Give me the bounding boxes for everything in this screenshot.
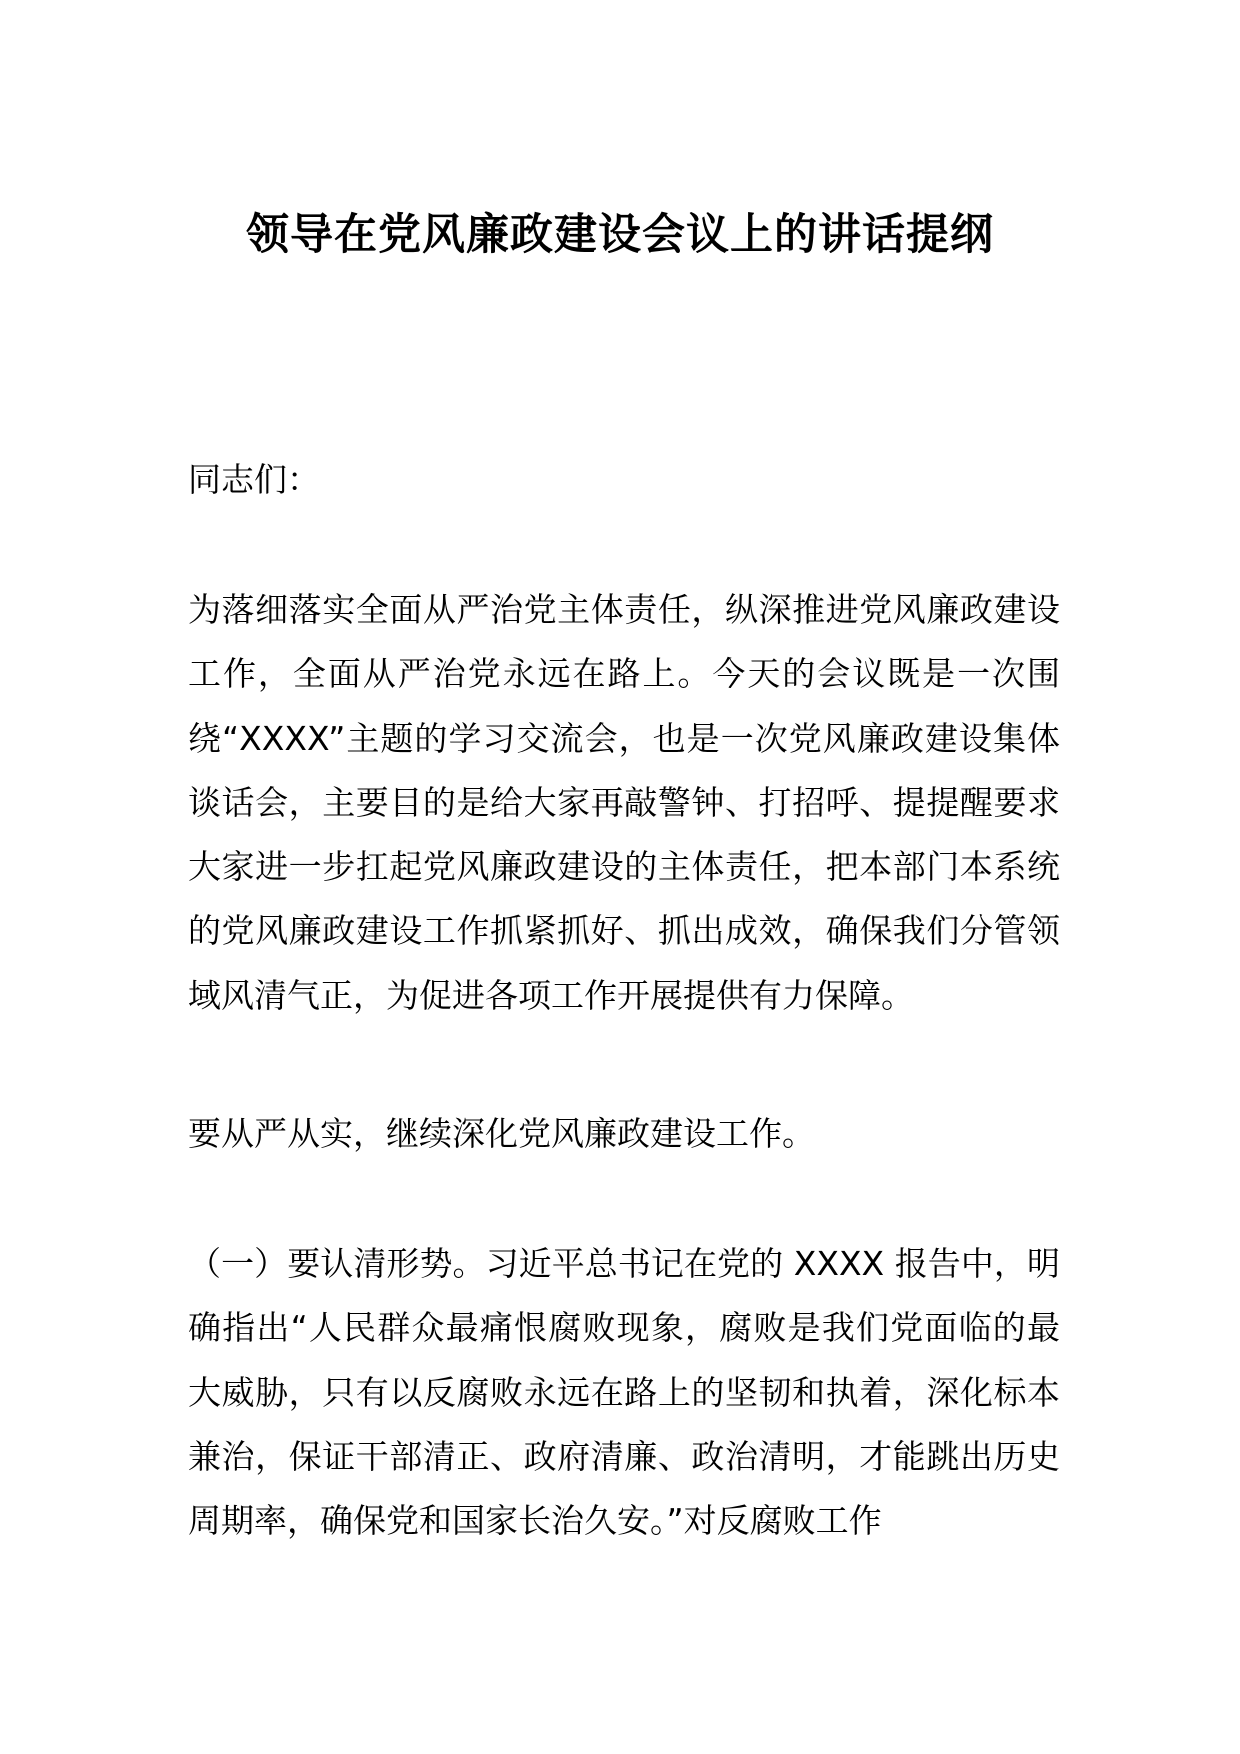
paragraph-heading: 要从严从实，继续深化党风廉政建设工作。 bbox=[188, 1114, 815, 1153]
document-title: 领导在党风廉政建设会议上的讲话提纲 bbox=[246, 210, 994, 260]
greeting: 同志们： bbox=[188, 460, 320, 499]
paragraph-section-1: （一）要认清形势。习近平总书记在党的 XXXX 报告中，明确指出“人民群众最痛恨腐败现象，腐败是我们党面临的最大威胁，只有以反腐败永远在路上的坚韧和执着，深化标本兼治，保证干部清正、政府清廉、政治清明，才能跳出历史周期率，确保党和国家长治久安。”对反腐败工作 bbox=[188, 1244, 1060, 1541]
paragraph-intro: 为落细落实全面从严治党主体责任，纵深推进党风廉政建设工作，全面从严治党永远在路上。今天的会议既是一次围绕“XXXX”主题的学习交流会，也是一次党风廉政建设集体谈话会，主要目的是给大家再敲警钟、打招呼、提提醒要求大家进一步扛起党风廉政建设的主体责任，把本部门本系统的党风廉政建设工作抓紧抓好、抓出成效，确保我们分管领域风清气正，为促进各项工作开展提供有力保障。 bbox=[188, 590, 1060, 1015]
